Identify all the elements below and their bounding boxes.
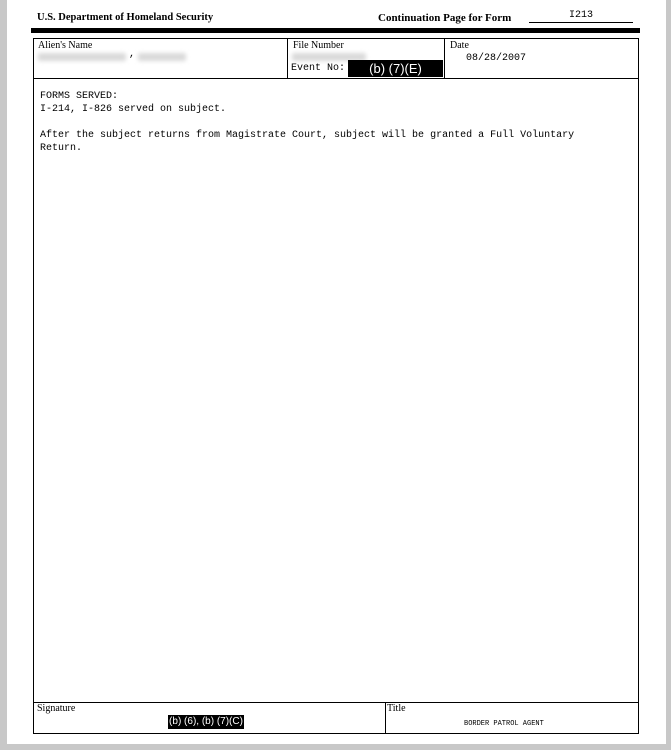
date-label: Date (450, 40, 469, 51)
narrative (40, 90, 630, 155)
footer-divider (34, 702, 638, 703)
alien-name-redacted (38, 53, 126, 61)
viewer-frame-left (0, 0, 7, 750)
viewer-frame-bottom (0, 744, 671, 750)
continuation-label: Continuation Page for Form (378, 12, 512, 24)
alien-name-redacted-2 (138, 53, 186, 61)
title-value: BORDER PATROL AGENT (464, 720, 544, 728)
viewer-frame-right (666, 0, 671, 750)
fields-col-divider-1 (287, 39, 288, 78)
form-number: I213 (529, 10, 633, 23)
agency-name: U.S. Department of Homeland Security (37, 12, 214, 23)
file-number-label: File Number (293, 40, 344, 51)
fields-divider (34, 78, 638, 79)
event-no-label: Event No: (291, 63, 346, 74)
signature-label: Signature (37, 703, 76, 714)
fields-col-divider-2 (444, 39, 445, 78)
narrative-line: I-214, I-826 served on subject. (40, 104, 227, 115)
signature-redaction: (b) (6), (b) (7)(C) (169, 716, 243, 727)
event-no-redaction: (b) (7)(E) (348, 60, 443, 77)
narrative-line: After the subject returns from Magistrate Court, subject will be granted a Full Voluntary (40, 130, 575, 141)
header-rule (31, 28, 640, 33)
narrative-line: Return. (40, 143, 83, 154)
narrative-line: FORMS SERVED: (40, 91, 119, 102)
date-value: 08/28/2007 (466, 53, 527, 64)
footer-col-divider (385, 702, 386, 733)
alien-name-label: Alien's Name (38, 40, 93, 51)
title-label: Title (387, 703, 406, 714)
alien-name-separator: , (129, 49, 136, 60)
